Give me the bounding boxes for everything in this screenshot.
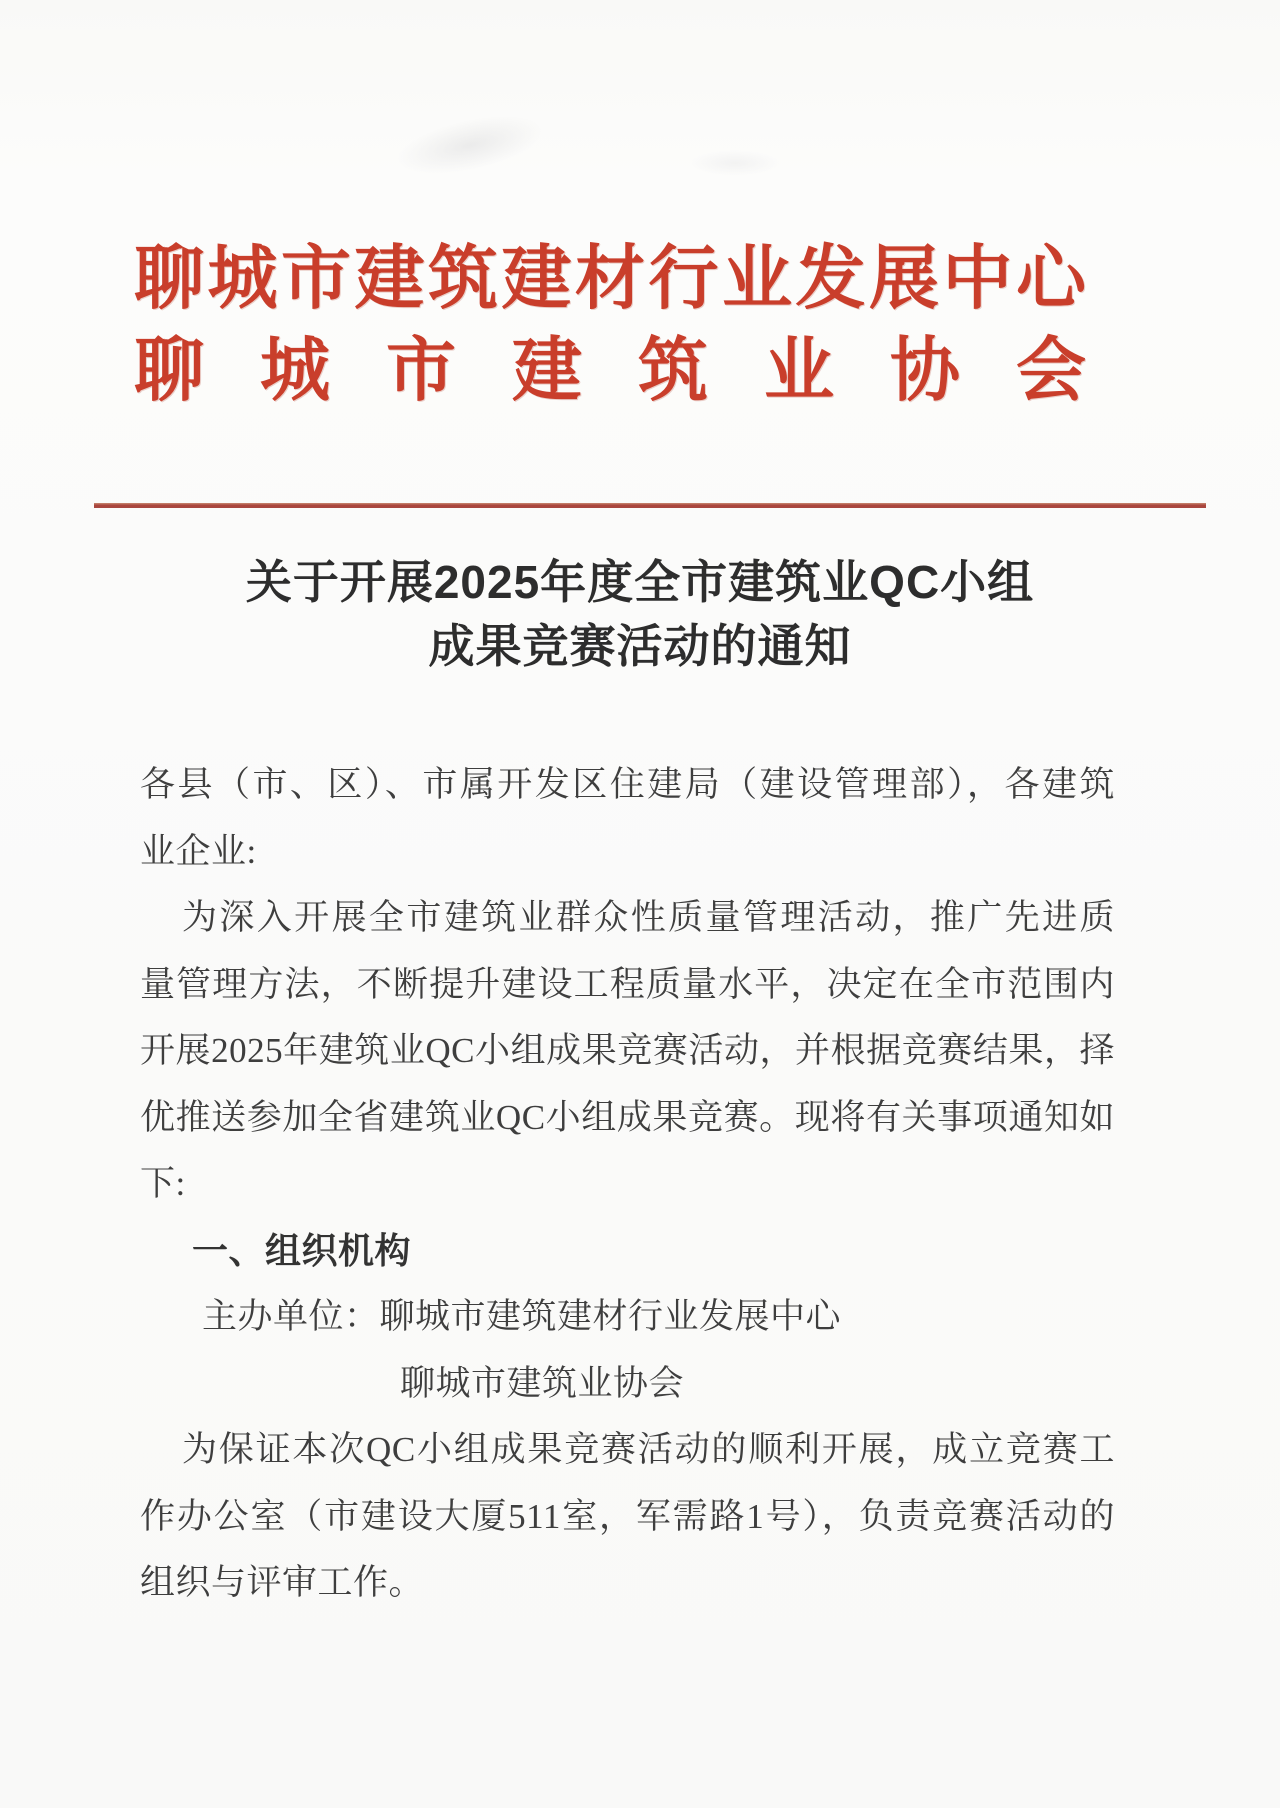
scan-smudge-mark xyxy=(690,150,780,176)
letterhead xyxy=(134,232,1086,416)
document-body xyxy=(140,752,1115,1617)
salutation-line: 业企业: xyxy=(140,831,257,871)
paragraph-line: 量管理方法，不断提升建设工程质量水平，决定在全市范围内 xyxy=(140,964,1115,1004)
letterhead-org-primary: 聊城市建筑建材行业发展中心 xyxy=(134,239,1086,317)
letterhead-org-secondary: 聊城市建筑业协会 xyxy=(134,331,1086,409)
section-heading-organization: 一、组织机构 xyxy=(192,1229,412,1271)
scan-smudge-mark xyxy=(391,105,548,185)
organizer-primary-line: 主办单位：聊城市建筑建材行业发展中心 xyxy=(202,1297,842,1336)
organizer-secondary-line: 聊城市建筑业协会 xyxy=(400,1363,685,1403)
paragraph-line: 为保证本次QC小组成果竞赛活动的顺利开展，成立竞赛工 xyxy=(182,1430,1115,1469)
paragraph-line: 开展2025年建筑业QC小组成果竞赛活动，并根据竞赛结果，择 xyxy=(140,1031,1115,1070)
paragraph-line: 作办公室（市建设大厦511室，军需路1号），负责竞赛活动的 xyxy=(140,1496,1115,1536)
paragraph-line: 为深入开展全市建筑业群众性质量管理活动，推广先进质 xyxy=(182,898,1115,937)
paragraph-line: 组织与评审工作。 xyxy=(140,1563,425,1602)
document-title-line1: 关于开展2025年度全市建筑业QC小组 xyxy=(245,556,1035,608)
salutation-line: 各县（市、区）、市属开发区住建局（建设管理部），各建筑 xyxy=(140,765,1115,804)
letterhead-divider-line xyxy=(94,503,1206,508)
paragraph-line: 优推送参加全省建筑业QC小组成果竞赛。现将有关事项通知如 xyxy=(140,1097,1115,1137)
paragraph-line: 下: xyxy=(140,1164,186,1203)
document-title-line2: 成果竞赛活动的通知 xyxy=(428,620,852,672)
document-title xyxy=(0,550,1280,678)
